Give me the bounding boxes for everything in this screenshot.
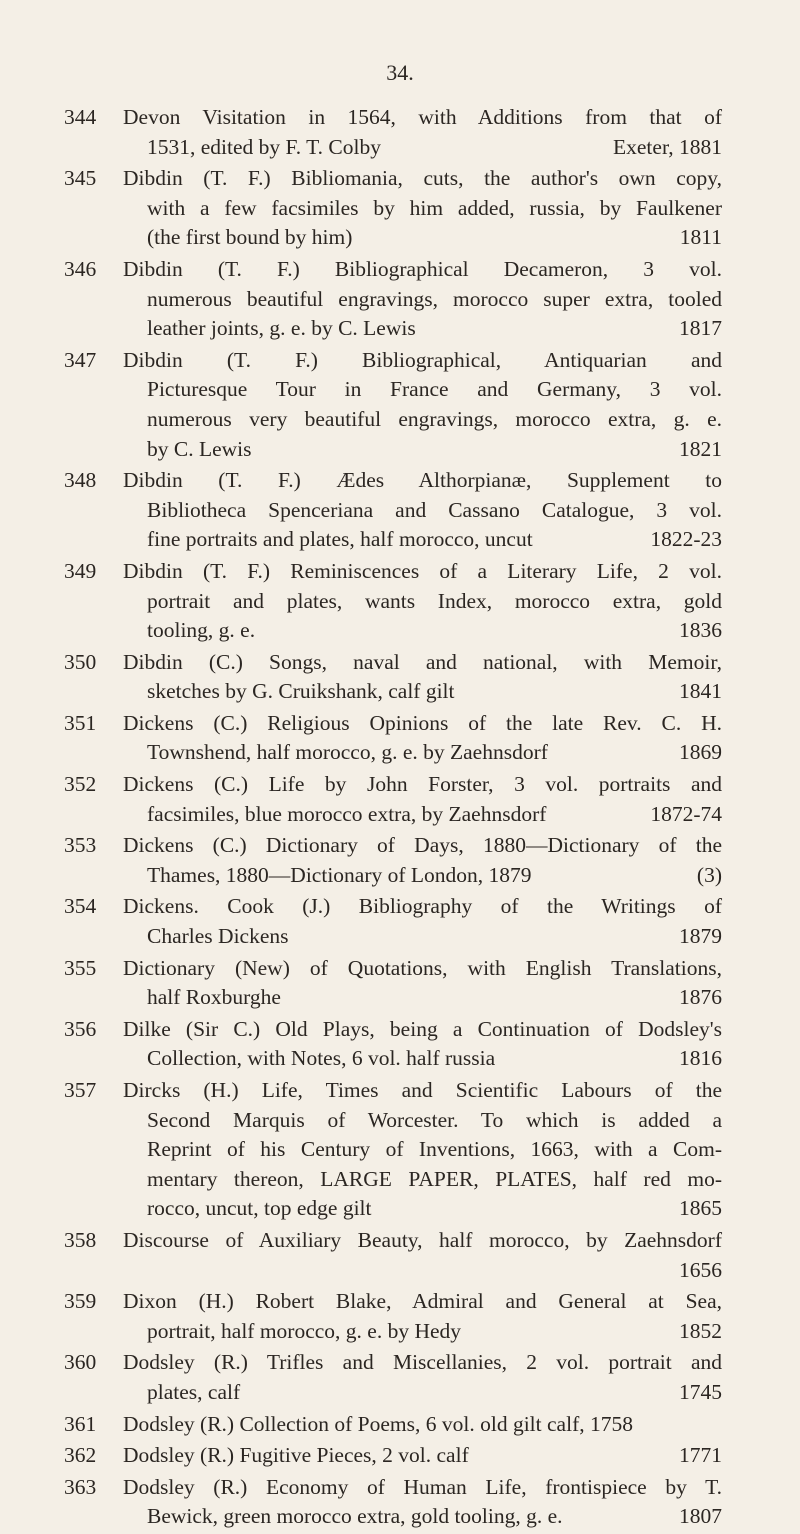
- entry-text: Collection, with Notes, 6 vol. half russia: [147, 1046, 496, 1071]
- lot-number: 357: [64, 1078, 97, 1102]
- entry-date: 1872-74: [650, 801, 722, 826]
- entry-line: [123, 557, 722, 587]
- entry-date: 1745: [679, 1379, 722, 1404]
- entry-text: facsimiles, blue morocco extra, by Zaehnsdorf: [147, 801, 547, 826]
- entry-line: [123, 1441, 722, 1471]
- entry-date: 1771: [679, 1443, 722, 1468]
- entry-date: 1852: [679, 1318, 722, 1343]
- lot-number: 351: [64, 710, 97, 735]
- entry-text: leather joints, g. e. by C. Lewis: [147, 316, 416, 341]
- entry-line: [123, 1135, 722, 1165]
- catalogue-entry: [0, 770, 800, 829]
- entry-text: tooling, g. e.: [147, 618, 256, 643]
- catalogue-entry: [0, 255, 800, 344]
- entry-line: [123, 1015, 722, 1045]
- catalogue-entry: [0, 557, 800, 646]
- catalogue-entry: [0, 709, 800, 768]
- entry-line: [123, 314, 722, 344]
- catalogue-entry: [0, 648, 800, 707]
- catalogue-entry: [0, 954, 800, 1013]
- entry-line: [123, 831, 722, 861]
- entry-line: [123, 525, 722, 555]
- entry-text: Dixon (H.) Robert Blake, Admiral and General at Sea,: [123, 1289, 722, 1314]
- entry-line: [123, 103, 722, 133]
- entry-text: Thames, 1880—Dictionary of London, 1879: [147, 862, 532, 887]
- entry-text: Dickens (C.) Religious Opinions of the late Rev. C. H.: [123, 710, 722, 735]
- entry-line: [123, 1502, 722, 1532]
- lot-number: 345: [64, 166, 97, 191]
- lot-number: 360: [64, 1350, 97, 1375]
- entry-text: Townshend, half morocco, g. e. by Zaehnsdorf: [147, 740, 548, 765]
- entry-text: Dickens (C.) Life by John Forster, 3 vol. portraits and: [123, 772, 722, 797]
- entry-line: [123, 285, 722, 315]
- catalogue-entry: [0, 466, 800, 555]
- lot-number: 353: [64, 833, 97, 858]
- entry-date: 1869: [679, 740, 722, 765]
- entry-text: Dickens (C.) Dictionary of Days, 1880—Dictionary of the: [123, 833, 722, 858]
- entry-line: [123, 954, 722, 984]
- lot-number: 344: [64, 105, 97, 129]
- entry-text: Dibdin (C.) Songs, naval and national, with Memoir,: [123, 649, 722, 674]
- entry-text: Dickens. Cook (J.) Bibliography of the Writings of: [123, 894, 722, 919]
- entry-text: Dodsley (R.) Trifles and Miscellanies, 2 vol. portrait and: [123, 1350, 722, 1375]
- catalogue-entries: [0, 103, 800, 1534]
- entry-line: [123, 709, 722, 739]
- entry-text: numerous beautiful engravings, morocco super extra, tooled: [147, 286, 722, 311]
- entry-line: [123, 800, 722, 830]
- entry-text: Charles Dickens: [147, 924, 289, 949]
- entry-line: [123, 435, 722, 465]
- entry-text: numerous very beautiful engravings, morocco extra, g. e.: [147, 406, 722, 431]
- catalogue-entry: [0, 1015, 800, 1074]
- lot-number: 347: [64, 347, 97, 372]
- entry-line: [123, 375, 722, 405]
- entry-line: [123, 164, 722, 194]
- entry-text: Dircks (H.) Life, Times and Scientific Labours of the: [123, 1078, 722, 1102]
- catalogue-entry: [0, 164, 800, 253]
- entry-line: [123, 194, 722, 224]
- entry-text: Discourse of Auxiliary Beauty, half morocco, by Zaehnsdorf: [123, 1227, 722, 1252]
- lot-number: 350: [64, 649, 97, 674]
- entry-date: 1807: [679, 1504, 722, 1529]
- entry-text: (the first bound by him): [147, 225, 353, 250]
- entry-line: [123, 1473, 722, 1503]
- entry-line: [123, 1165, 722, 1195]
- catalogue-entry: [0, 1348, 800, 1407]
- entry-date: 1811: [679, 225, 722, 250]
- entry-line: [123, 496, 722, 526]
- entry-text: mentary thereon, LARGE PAPER, PLATES, half red mo-: [147, 1166, 722, 1191]
- entry-line: [123, 892, 722, 922]
- catalogue-entry: [0, 1441, 800, 1471]
- entry-line: [123, 738, 722, 768]
- entry-line: [123, 587, 722, 617]
- lot-number: 346: [64, 256, 97, 281]
- entry-text: sketches by G. Cruikshank, calf gilt: [147, 679, 455, 704]
- entry-line: [123, 1044, 722, 1074]
- entry-text: fine portraits and plates, half morocco, uncut: [147, 527, 533, 552]
- entry-line: [123, 1348, 722, 1378]
- entry-line: [123, 1256, 722, 1286]
- entry-line: [123, 922, 722, 952]
- lot-number: 359: [64, 1289, 97, 1314]
- entry-line: [123, 983, 722, 1013]
- catalogue-entry: [0, 831, 800, 890]
- entry-line: [123, 1378, 722, 1408]
- entry-text: Dodsley (R.) Fugitive Pieces, 2 vol. calf: [123, 1443, 469, 1468]
- catalogue-entry: [0, 1473, 800, 1532]
- entry-line: [123, 861, 722, 891]
- catalogue-entry: [0, 1226, 800, 1285]
- catalogue-entry: [0, 892, 800, 951]
- entry-date: 1817: [679, 316, 722, 341]
- entry-text: Reprint of his Century of Inventions, 1663, with a Com-: [147, 1137, 722, 1162]
- entry-text: Dibdin (T. F.) Bibliographical, Antiquarian and: [123, 347, 722, 372]
- entry-line: [123, 466, 722, 496]
- lot-number: 356: [64, 1016, 97, 1041]
- entry-text: Dibdin (T. F.) Bibliomania, cuts, the author's own copy,: [123, 166, 722, 191]
- entry-text: Bibliotheca Spenceriana and Cassano Catalogue, 3 vol.: [147, 497, 722, 522]
- lot-number: 349: [64, 558, 97, 583]
- entry-text: rocco, uncut, top edge gilt: [147, 1196, 372, 1221]
- entry-text: Dibdin (T. F.) Bibliographical Decameron, 3 vol.: [123, 256, 722, 281]
- entry-date: 1865: [679, 1196, 722, 1221]
- entry-text: 1531, edited by F. T. Colby: [147, 134, 381, 159]
- catalogue-entry: [0, 346, 800, 464]
- entry-text: half Roxburghe: [147, 985, 281, 1010]
- catalogue-entry: [0, 1410, 800, 1440]
- entry-date: 1879: [679, 924, 722, 949]
- entry-line: [123, 616, 722, 646]
- entry-line: [123, 346, 722, 376]
- entry-line: [123, 255, 722, 285]
- catalogue-entry: [0, 1287, 800, 1346]
- entry-text: Second Marquis of Worcester. To which is added a: [147, 1107, 722, 1132]
- entry-date: 1656: [679, 1257, 722, 1282]
- entry-text: Bewick, green morocco extra, gold tooling, g. e.: [147, 1504, 563, 1529]
- entry-date: 1816: [679, 1046, 722, 1071]
- entry-line: [123, 1076, 722, 1106]
- entry-line: [123, 223, 722, 253]
- entry-text: Dilke (Sir C.) Old Plays, being a Continuation of Dodsley's: [123, 1016, 722, 1041]
- entry-line: [123, 770, 722, 800]
- lot-number: 355: [64, 955, 97, 980]
- entry-line: [123, 648, 722, 678]
- entry-text: Picturesque Tour in France and Germany, 3 vol.: [147, 377, 722, 402]
- entry-text: Devon Visitation in 1564, with Additions from that of: [123, 105, 722, 129]
- lot-number: 358: [64, 1227, 97, 1252]
- entry-date: 1821: [679, 436, 722, 461]
- entry-text: Dodsley (R.) Economy of Human Life, frontispiece by T.: [123, 1474, 722, 1499]
- entry-text: Dodsley (R.) Collection of Poems, 6 vol. old gilt calf, 1758: [123, 1411, 633, 1436]
- entry-text: by C. Lewis: [147, 436, 252, 461]
- entry-line: [123, 405, 722, 435]
- entry-text: plates, calf: [147, 1379, 241, 1404]
- entry-line: [123, 1410, 722, 1440]
- entry-text: Dibdin (T. F.) Ædes Althorpianæ, Supplement to: [123, 468, 722, 493]
- entry-line: [123, 677, 722, 707]
- entry-text: portrait and plates, wants Index, morocco extra, gold: [147, 588, 722, 613]
- lot-number: 362: [64, 1443, 97, 1468]
- page-number: 34.: [386, 60, 414, 85]
- entry-line: [123, 1287, 722, 1317]
- entry-text: with a few facsimiles by him added, russia, by Faulkener: [147, 195, 722, 220]
- entry-date: 1836: [679, 618, 722, 643]
- entry-text: Dictionary (New) of Quotations, with English Translations,: [123, 955, 722, 980]
- entry-line: [123, 1106, 722, 1136]
- entry-date: 1822-23: [650, 527, 722, 552]
- lot-number: 363: [64, 1474, 97, 1499]
- lot-number: 354: [64, 894, 97, 919]
- entry-text: Dibdin (T. F.) Reminiscences of a Literary Life, 2 vol.: [123, 558, 722, 583]
- entry-line: [123, 1317, 722, 1347]
- entry-date: 1841: [679, 679, 722, 704]
- entry-date: (3): [696, 862, 722, 887]
- catalogue-entry: [0, 1076, 800, 1224]
- entry-text: portrait, half morocco, g. e. by Hedy: [147, 1318, 462, 1343]
- entry-line: [123, 1226, 722, 1256]
- lot-number: 361: [64, 1411, 97, 1436]
- lot-number: 348: [64, 468, 97, 493]
- entry-line: [123, 1194, 722, 1224]
- entry-date: 1876: [679, 985, 722, 1010]
- lot-number: 352: [64, 772, 97, 797]
- entry-line: [123, 133, 722, 163]
- entry-date: Exeter, 1881: [613, 134, 722, 159]
- catalogue-entry: [0, 103, 800, 162]
